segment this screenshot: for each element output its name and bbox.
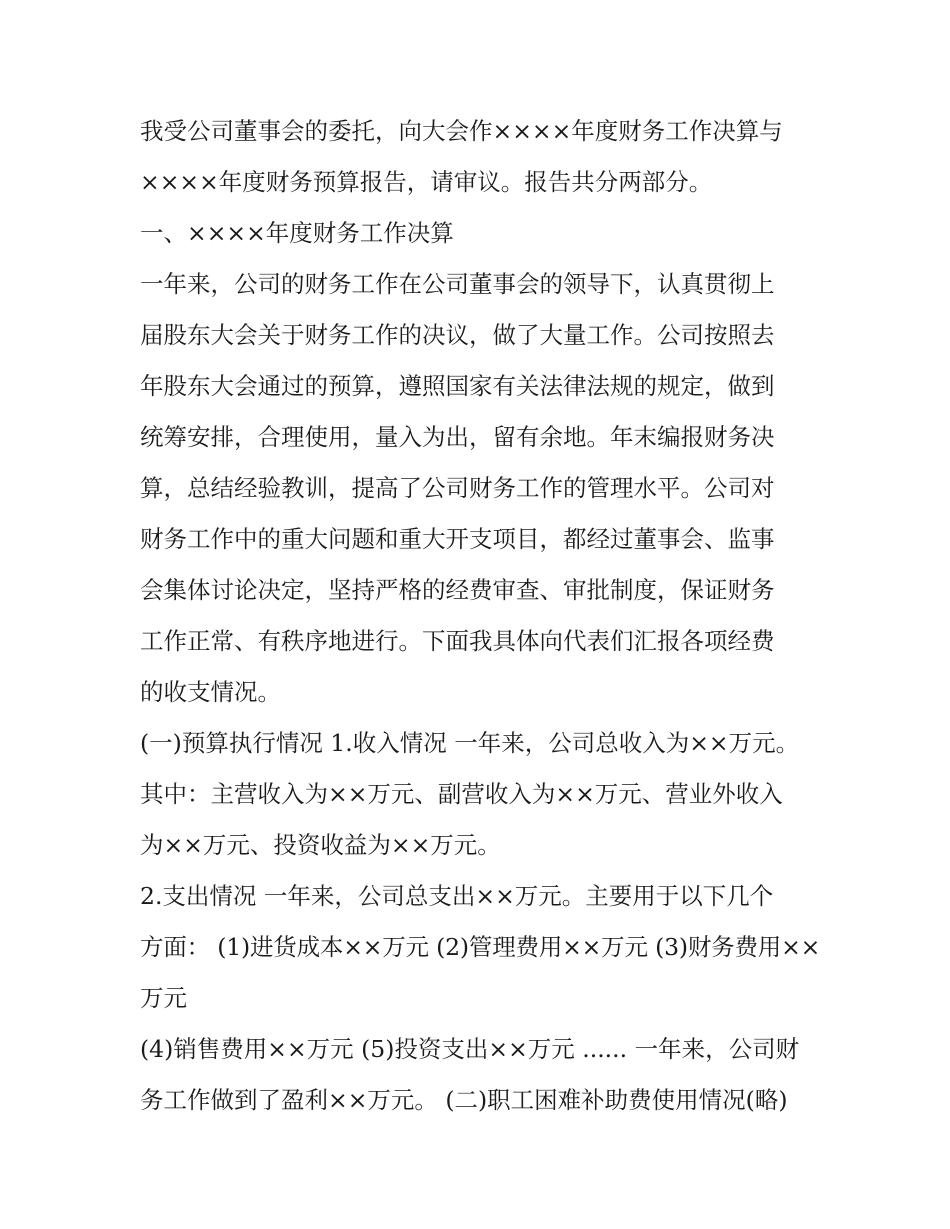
text-line: (4)销售费用××万元 (5)投资支出××万元 ...... 一年来，公司财 [140, 1035, 800, 1063]
paragraph-income [140, 718, 820, 871]
paragraph-expenses [140, 871, 820, 1024]
text-line: 务工作做到了盈利××万元。 (二)职工困难补助费使用情况(略) [140, 1086, 788, 1114]
paragraph-intro [140, 106, 820, 208]
text-line: 为××万元、投资收益为××万元。 [140, 831, 501, 859]
text-line: 方面： (1)进货成本××万元 (2)管理费用××万元 (3)财务费用×× [140, 933, 821, 961]
text-line: ××××年度财务预算报告，请审议。报告共分两部分。 [140, 168, 713, 196]
paragraph-profit [140, 1024, 820, 1126]
text-line: 一、××××年度财务工作决算 [140, 219, 454, 247]
text-line: 统筹安排，合理使用，量入为出，留有余地。年末编报财务决 [140, 423, 775, 451]
paragraph-overview [140, 259, 820, 718]
text-line: 财务工作中的重大问题和重大开支项目，都经过董事会、监事 [140, 525, 775, 553]
text-line: 我受公司董事会的委托，向大会作××××年度财务工作决算与 [140, 117, 783, 145]
section-heading [140, 208, 820, 259]
text-line: 的收支情况。 [140, 678, 281, 706]
text-line: 一年来，公司的财务工作在公司董事会的领导下，认真贯彻上 [140, 270, 775, 298]
text-line: 会集体讨论决定，坚持严格的经费审查、审批制度，保证财务 [140, 576, 775, 604]
document-body [140, 106, 820, 1126]
text-line: 工作正常、有秩序地进行。下面我具体向代表们汇报各项经费 [140, 627, 775, 655]
text-line: 届股东大会关于财务工作的决议，做了大量工作。公司按照去 [140, 321, 775, 349]
text-line: 万元 [140, 984, 187, 1012]
text-line: 2.支出情况 一年来，公司总支出××万元。主要用于以下几个 [140, 882, 774, 910]
text-line: 算，总结经验教训，提高了公司财务工作的管理水平。公司对 [140, 474, 775, 502]
text-line: 其中：主营收入为××万元、副营收入为××万元、营业外收入 [140, 780, 783, 808]
text-line: (一)预算执行情况 1.收入情况 一年来，公司总收入为××万元。 [140, 729, 800, 757]
text-line: 年股东大会通过的预算，遵照国家有关法律法规的规定，做到 [140, 372, 775, 400]
